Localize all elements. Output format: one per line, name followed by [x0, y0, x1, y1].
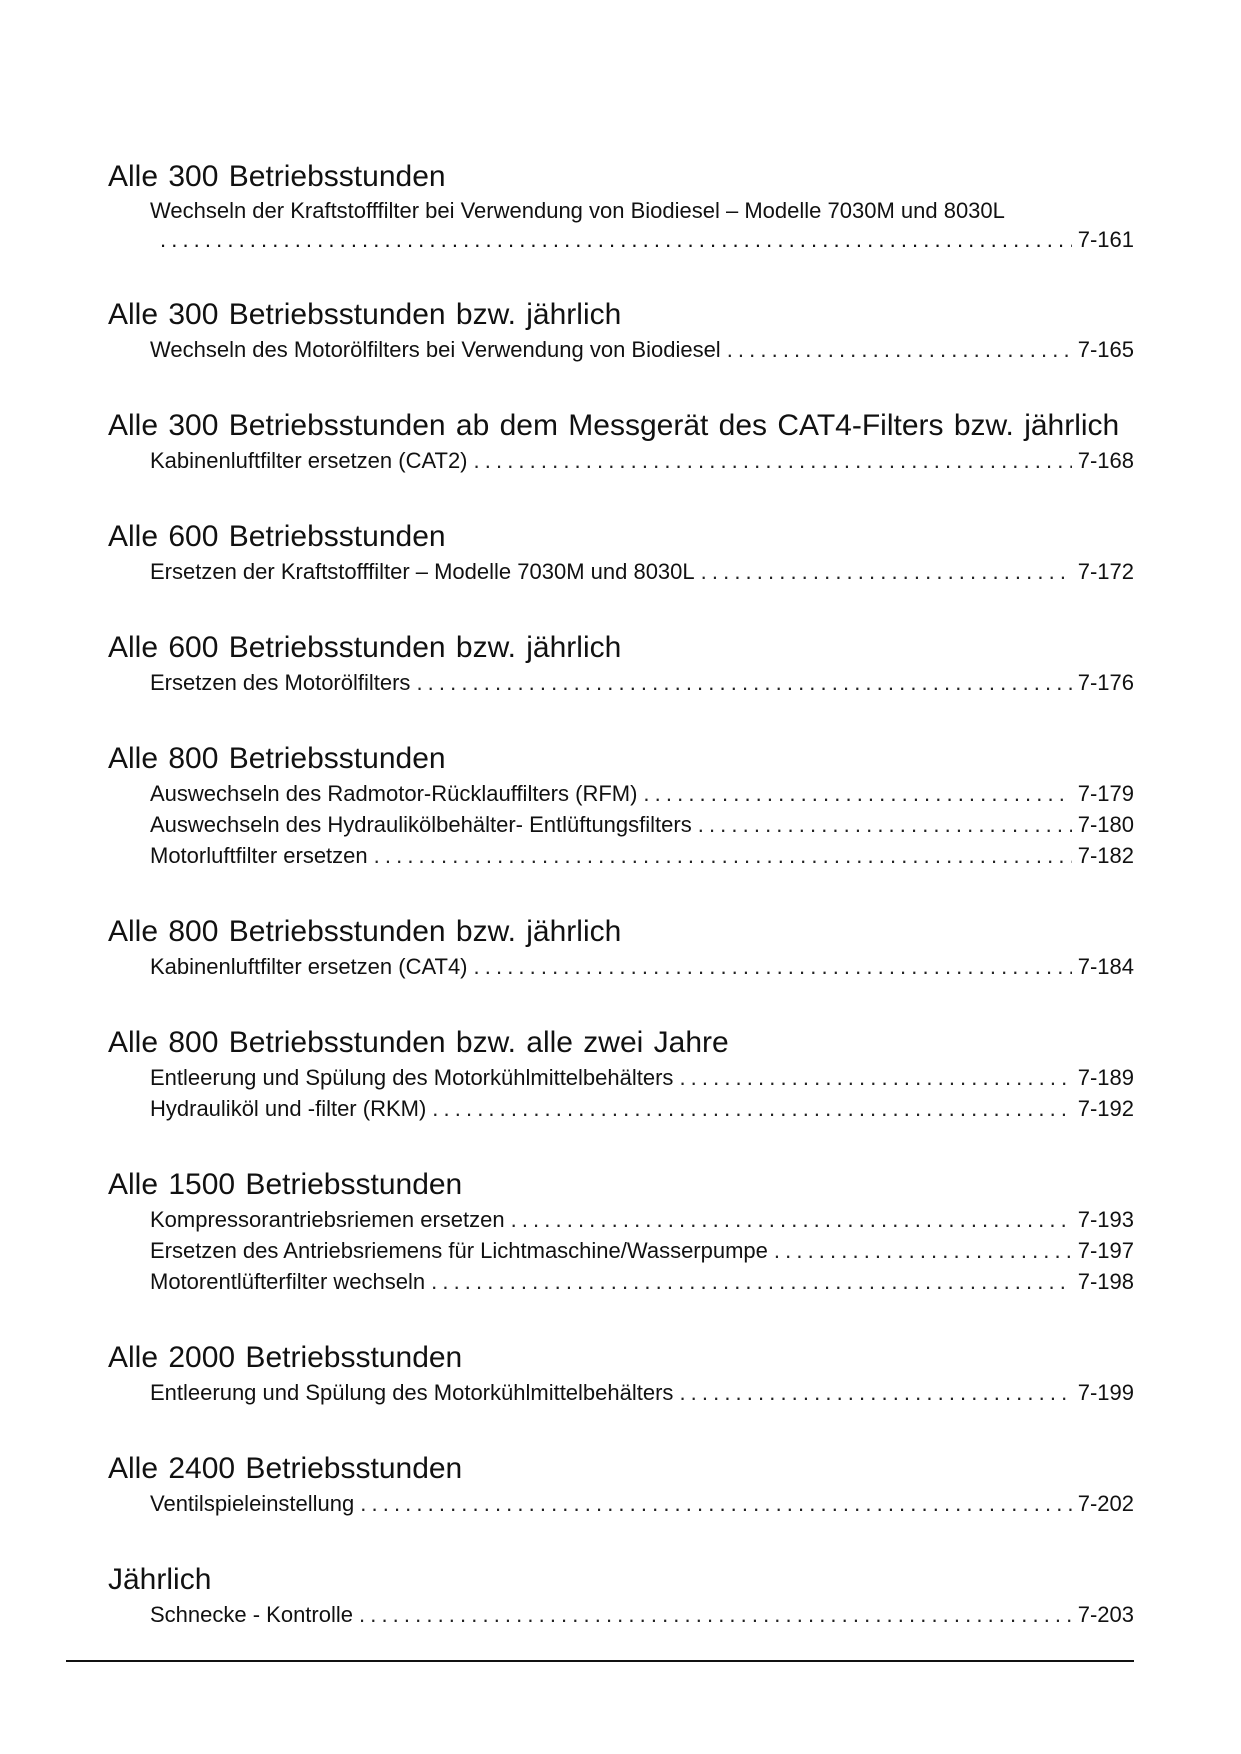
entry-page-number: 7-184 — [1077, 954, 1134, 979]
dot-leader — [679, 1377, 1071, 1408]
toc-section — [108, 518, 1134, 587]
toc-entry[interactable] — [150, 1093, 1134, 1124]
entry-page-number: 7-182 — [1077, 843, 1134, 868]
dot-leader — [359, 1599, 1072, 1630]
toc-section — [108, 407, 1134, 476]
entry-label: Entleerung und Spülung des Motorkühlmittelbehälters — [150, 1380, 674, 1405]
entry-label: Auswechseln des Hydraulikölbehälter- Entlüftungsfilters — [150, 812, 692, 837]
section-heading: Alle 600 Betriebsstunden bzw. jährlich — [108, 631, 622, 664]
entry-label: Kabinenluftfilter ersetzen (CAT2) — [150, 448, 468, 473]
toc-section — [108, 1450, 1134, 1519]
section-heading: Alle 2400 Betriebsstunden — [108, 1452, 463, 1485]
dot-leader — [727, 334, 1072, 365]
toc-section — [108, 913, 1134, 982]
toc-entry[interactable] — [150, 809, 1134, 840]
dot-leader — [374, 840, 1072, 871]
entry-label: Ventilspieleinstellung — [150, 1491, 355, 1516]
section-heading: Jährlich — [108, 1563, 212, 1596]
toc-section — [108, 1024, 1134, 1124]
toc-entry[interactable] — [150, 1266, 1134, 1297]
section-heading: Alle 800 Betriebsstunden — [108, 742, 446, 775]
section-heading: Alle 2000 Betriebsstunden — [108, 1341, 463, 1374]
toc-section — [108, 1166, 1134, 1297]
entry-label: Kompressorantriebsriemen ersetzen — [150, 1207, 505, 1232]
entry-page-number: 7-203 — [1077, 1602, 1134, 1627]
entry-page-number: 7-161 — [1077, 227, 1134, 252]
table-of-contents — [108, 158, 1134, 1672]
toc-section — [108, 1339, 1134, 1408]
toc-section — [108, 629, 1134, 698]
entry-label: Wechseln des Motorölfilters bei Verwendung von Biodiesel — [150, 337, 721, 362]
entry-label: Kabinenluftfilter ersetzen (CAT4) — [150, 954, 468, 979]
dot-leader — [160, 225, 1072, 254]
section-heading: Alle 300 Betriebsstunden ab dem Messgerät des CAT4-Filters bzw. jährlich — [108, 409, 1120, 442]
toc-section — [108, 296, 1134, 365]
toc-section — [108, 158, 1134, 254]
entry-page-number: 7-202 — [1077, 1491, 1134, 1516]
section-heading: Alle 800 Betriebsstunden bzw. alle zwei Jahre — [108, 1026, 729, 1059]
toc-entry[interactable] — [150, 1377, 1134, 1408]
dot-leader — [701, 556, 1072, 587]
toc-entry[interactable] — [150, 1204, 1134, 1235]
entry-page-number: 7-168 — [1077, 448, 1134, 473]
bottom-rule — [66, 1660, 1134, 1662]
entry-page-number: 7-192 — [1077, 1096, 1134, 1121]
entry-page-number: 7-179 — [1077, 781, 1134, 806]
section-heading: Alle 1500 Betriebsstunden — [108, 1168, 463, 1201]
entry-page-number: 7-193 — [1077, 1207, 1134, 1232]
entry-label: Ersetzen des Motorölfilters — [150, 670, 411, 695]
toc-entry[interactable] — [150, 840, 1134, 871]
dot-leader — [698, 809, 1072, 840]
toc-entry[interactable] — [150, 1488, 1134, 1519]
toc-entry[interactable] — [150, 1599, 1134, 1630]
entry-label: Schnecke - Kontrolle — [150, 1602, 353, 1627]
entry-page-number: 7-197 — [1077, 1238, 1134, 1263]
dot-leader — [432, 1093, 1071, 1124]
entry-label: Ersetzen des Antriebsriemens für Lichtmaschine/Wasserpumpe — [150, 1238, 768, 1263]
toc-entry[interactable] — [150, 951, 1134, 982]
toc-section — [108, 1561, 1134, 1630]
entry-label: Motorentlüfterfilter wechseln — [150, 1269, 426, 1294]
toc-entry[interactable] — [150, 196, 1134, 254]
toc-entry[interactable] — [150, 1062, 1134, 1093]
section-heading: Alle 300 Betriebsstunden — [108, 160, 446, 193]
dot-leader — [431, 1266, 1072, 1297]
dot-leader — [511, 1204, 1072, 1235]
dot-leader — [474, 445, 1072, 476]
entry-page-number: 7-176 — [1077, 670, 1134, 695]
dot-leader — [416, 667, 1071, 698]
entry-label: Hydrauliköl und -filter (RKM) — [150, 1096, 427, 1121]
entry-page-number: 7-165 — [1077, 337, 1134, 362]
toc-entry[interactable] — [150, 1235, 1134, 1266]
toc-entry[interactable] — [150, 334, 1134, 365]
dot-leader — [474, 951, 1072, 982]
section-heading: Alle 600 Betriebsstunden — [108, 520, 446, 553]
toc-entry[interactable] — [150, 667, 1134, 698]
section-heading: Alle 300 Betriebsstunden bzw. jährlich — [108, 298, 622, 331]
entry-page-number: 7-199 — [1077, 1380, 1134, 1405]
entry-label: Motorluftfilter ersetzen — [150, 843, 368, 868]
entry-label: Ersetzen der Kraftstofffilter – Modelle 7030M und 8030L — [150, 559, 695, 584]
entry-page-number: 7-172 — [1077, 559, 1134, 584]
entry-label: Wechseln der Kraftstofffilter bei Verwendung von Biodiesel – Modelle 7030M und 8030L — [150, 198, 1005, 223]
entry-label: Entleerung und Spülung des Motorkühlmittelbehälters — [150, 1065, 674, 1090]
entry-page-number: 7-180 — [1077, 812, 1134, 837]
toc-entry[interactable] — [150, 556, 1134, 587]
dot-leader — [643, 778, 1071, 809]
dot-leader — [679, 1062, 1071, 1093]
dot-leader — [774, 1235, 1072, 1266]
dot-leader — [360, 1488, 1071, 1519]
toc-entry[interactable] — [150, 445, 1134, 476]
toc-entry[interactable] — [150, 778, 1134, 809]
toc-section — [108, 740, 1134, 871]
entry-label: Auswechseln des Radmotor-Rücklauffilters (RFM) — [150, 781, 638, 806]
entry-page-number: 7-189 — [1077, 1065, 1134, 1090]
section-heading: Alle 800 Betriebsstunden bzw. jährlich — [108, 915, 622, 948]
entry-page-number: 7-198 — [1077, 1269, 1134, 1294]
